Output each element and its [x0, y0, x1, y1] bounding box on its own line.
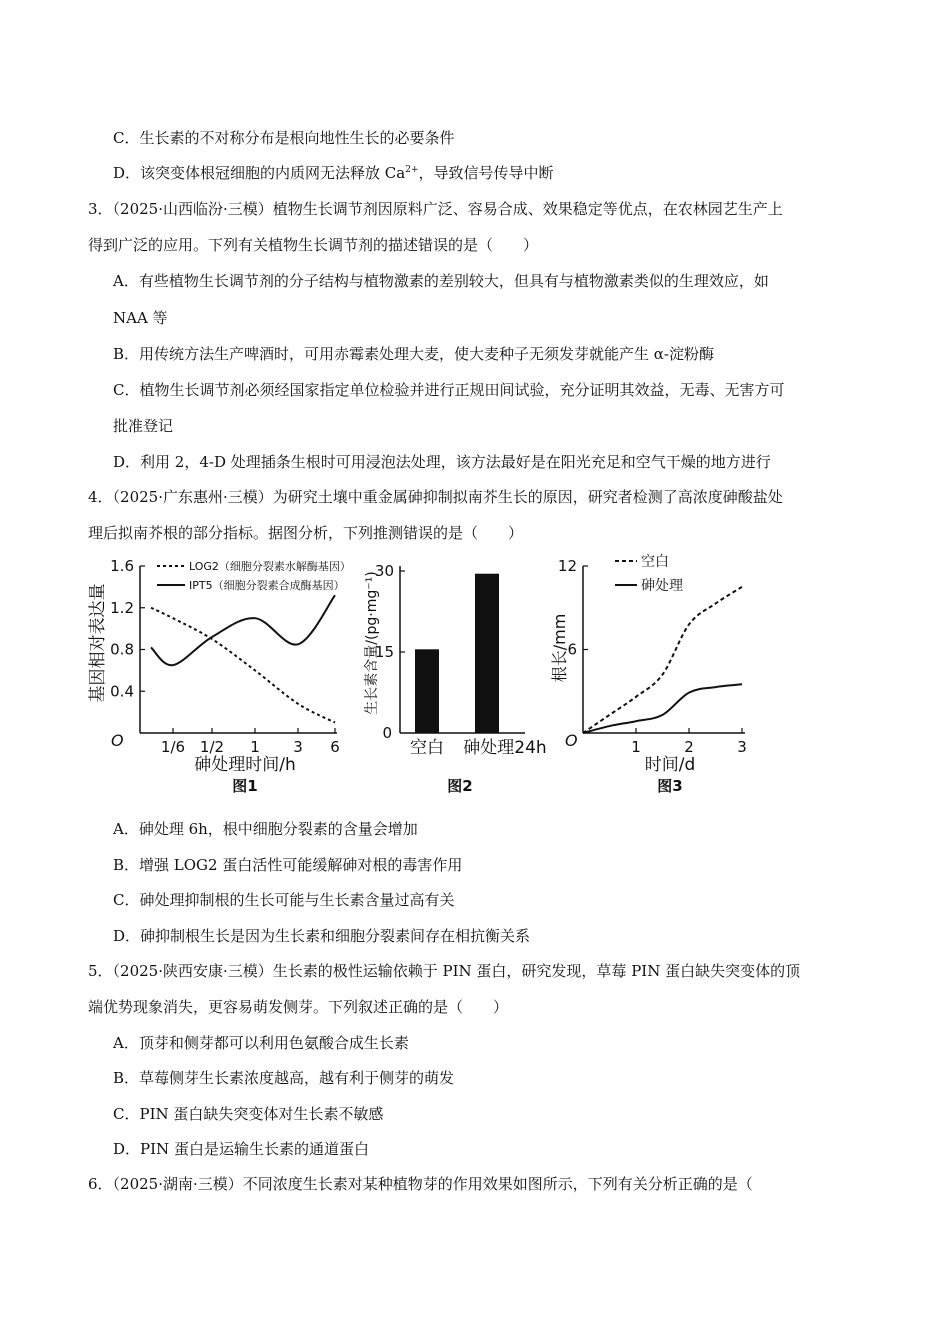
figure-3-xlabel: 时间/d	[644, 755, 696, 775]
figure-3-x-tick-label: 1	[631, 738, 641, 756]
figure-1-x-tick-label: 1	[250, 738, 260, 756]
q5-option-b: B．草莓侧芽生长素浓度越高，越有利于侧芽的萌发	[113, 1069, 455, 1087]
calcium-superscript: 2+	[405, 165, 419, 175]
figure-2-title: 图2	[447, 777, 473, 795]
q5-option-a: A．顶芽和侧芽都可以利用色氨酸合成生长素	[113, 1034, 409, 1052]
figure-1-title: 图1	[232, 777, 258, 795]
figure-2-chart	[350, 548, 550, 798]
figure-3-ylabel: 根长/mm	[550, 613, 569, 683]
figure-1-chart	[85, 548, 355, 798]
q2-option-d-text-end: ，导致信号传导中断	[418, 164, 554, 182]
figure-3-x-tick-label: 2	[684, 738, 694, 756]
figure-1-y-tick-label: 0.8	[110, 640, 134, 659]
figure-1-series-ipt5	[151, 595, 335, 665]
figure-2-y-tick-label: 15	[374, 643, 394, 661]
q4-option-d: D．砷抑制根生长是因为生长素和细胞分裂素间存在相抗衡关系	[113, 927, 531, 945]
q4-stem-line1: 4．（2025·广东惠州·三模）为研究土壤中重金属砷抑制拟南芥生长的原因，研究者检测了高浓度砷酸盐处	[88, 488, 783, 506]
figure-3-y-tick-label: 6	[567, 640, 577, 659]
figure-2-origin: 0	[382, 724, 392, 742]
q5-stem-line1: 5．（2025·陕西安康·三模）生长素的极性运输依赖于 PIN 蛋白，研究发现，草莓 PIN 蛋白缺失突变体的顶	[88, 962, 801, 980]
q3-stem-line1: 3．（2025·山西临汾·三模）植物生长调节剂因原料广泛、容易合成、效果稳定等优点，在农林园艺生产上	[88, 200, 783, 218]
q5-option-d: D．PIN 蛋白是运输生长素的通道蛋白	[113, 1140, 369, 1158]
q4-stem-line2: 理后拟南芥根的部分指标。据图分析，下列推测错误的是（ ）	[88, 524, 524, 542]
q2-option-c: C．生长素的不对称分布是根向地性生长的必要条件	[113, 129, 455, 147]
q3-option-c-cont: 批准登记	[113, 417, 174, 435]
legend-blank: 空白	[641, 554, 669, 570]
figure-3-x-tick-label: 3	[737, 738, 747, 756]
legend-ipt5: IPT5（细胞分裂素合成酶基因）	[189, 579, 345, 592]
q2-option-d-text: D．该突变体根冠细胞的内质网无法释放 Ca	[113, 164, 406, 182]
figure-1-x-tick-label: 6	[330, 738, 340, 756]
q3-option-b: B．用传统方法生产啤酒时，可用赤霉素处理大麦，使大麦种子无须发芽就能产生 α-淀粉酶	[113, 345, 714, 363]
legend-log2: LOG2（细胞分裂素水解酶基因）	[189, 560, 351, 573]
q3-option-d: D．利用 2，4-D 处理插条生根时可用浸泡法处理，该方法最好是在阳光充足和空气干燥的地方进行	[113, 453, 771, 471]
figure-2-bar	[475, 574, 499, 733]
legend-arsenic: 砷处理	[641, 578, 683, 594]
figure-1-x-tick-label: 1/6	[160, 738, 186, 756]
q3-stem-line2: 得到广泛的应用。下列有关植物生长调节剂的描述错误的是（ ）	[88, 236, 539, 254]
figure-2-category-label: 砷处理24h	[463, 738, 547, 758]
figure-3-chart	[545, 548, 775, 798]
figure-2-ylabel: 生长素含量/(pg·mg⁻¹)	[364, 571, 380, 715]
figure-1-x-tick-label: 1/2	[199, 738, 225, 756]
q3-option-a: A．有些植物生长调节剂的分子结构与植物激素的差别较大，但具有与植物激素类似的生理效应，如	[113, 272, 769, 290]
figure-3-y-tick-label: 12	[557, 557, 577, 575]
q2-option-d	[113, 163, 554, 183]
q3-option-c: C．植物生长调节剂必须经国家指定单位检验并进行正规田间试验，充分证明其效益，无毒、无害方可	[113, 381, 785, 399]
figure-1-x-tick-label: 3	[293, 738, 303, 756]
figure-1-xlabel: 砷处理时间/h	[194, 755, 296, 775]
figure-3-series-arsenic	[583, 684, 742, 733]
figure-1-y-tick-label: 1.6	[110, 557, 134, 575]
q3-option-a-cont: NAA 等	[113, 309, 168, 327]
figure-3-title: 图3	[657, 777, 683, 795]
figure-1-y-tick-label: 0.4	[110, 682, 134, 701]
figure-1-legend	[157, 559, 351, 592]
q4-option-a: A．砷处理 6h，根中细胞分裂素的含量会增加	[113, 820, 418, 838]
figure-3-legend	[615, 553, 683, 594]
figure-1-y-tick-label: 1.2	[110, 598, 134, 617]
figure-1-ylabel: 基因相对表达量	[88, 583, 108, 703]
figure-2-bar	[415, 649, 439, 733]
q6-stem-line1: 6．（2025·湖南·三模）不同浓度生长素对某种植物芽的作用效果如图所示，下列有关分析正确的是（	[88, 1175, 753, 1193]
q5-stem-line2: 端优势现象消失，更容易萌发侧芽。下列叙述正确的是（ ）	[88, 998, 509, 1016]
figure-2-y-tick-label: 30	[374, 562, 394, 580]
q4-option-c: C．砷处理抑制根的生长可能与生长素含量过高有关	[113, 891, 455, 909]
figure-3-series-blank	[583, 587, 742, 733]
q4-option-b: B．增强 LOG2 蛋白活性可能缓解砷对根的毒害作用	[113, 856, 463, 874]
figure-3-origin: O	[565, 731, 578, 750]
figure-1-series-log2	[151, 608, 335, 723]
q5-option-c: C．PIN 蛋白缺失突变体对生长素不敏感	[113, 1105, 384, 1123]
figure-1-origin: O	[111, 731, 124, 750]
figure-2-category-label: 空白	[410, 738, 444, 758]
